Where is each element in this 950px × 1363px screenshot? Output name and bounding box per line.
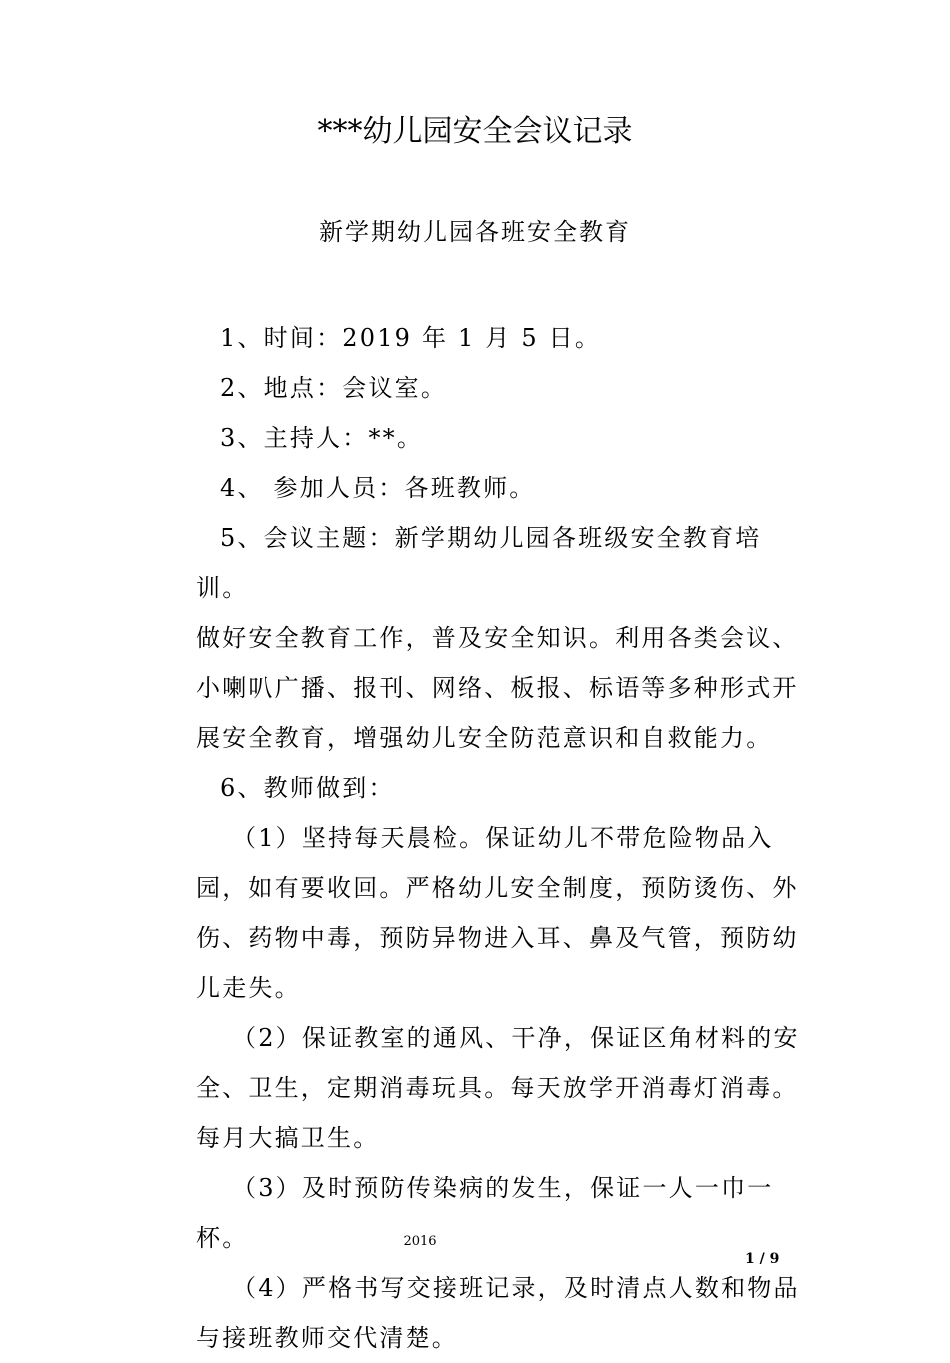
item-host: 3、主持人：**。 <box>220 424 424 452</box>
theme-detail: 做好安全教育工作，普及安全知识。利用各类会议、小喇叭广播、报刊、网络、板报、标语等多种形式开展安全教育，增强幼儿安全防范意识和自救能力。 <box>196 624 799 752</box>
document-body <box>196 313 811 1363</box>
document-subtitle: 新学期幼儿园各班安全教育 <box>319 218 631 246</box>
page-number: 1 / 9 <box>745 1251 780 1267</box>
item-theme: 5、会议主题：新学期幼儿园各班级安全教育培训。 <box>196 524 762 602</box>
teacher-heading: 6、教师做到： <box>220 774 395 802</box>
point-4: （4）严格书写交接班记录，及时清点人数和物品与接班教师交代清楚。 <box>196 1274 800 1352</box>
item-attendees: 4、 参加人员：各班教师。 <box>220 474 536 502</box>
footer-note: 2016 <box>403 1234 437 1249</box>
point-3: （3）及时预防传染病的发生，保证一人一巾一杯。 <box>196 1174 774 1252</box>
document-title: ***幼儿园安全会议记录 <box>317 114 633 149</box>
point-2: （2）保证教室的通风、干净，保证区角材料的安全、卫生，定期消毒玩具。每天放学开消毒灯消毒。每月大搞卫生。 <box>196 1024 800 1152</box>
item-place: 2、地点：会议室。 <box>220 374 448 402</box>
point-1: （1）坚持每天晨检。保证幼儿不带危险物品入园，如有要收回。严格幼儿安全制度，预防烫伤、外伤、药物中毒，预防异物进入耳、鼻及气管，预防幼儿走失。 <box>196 824 799 1002</box>
item-time: 1、时间：2019 年 1 月 5 日。 <box>220 324 602 352</box>
